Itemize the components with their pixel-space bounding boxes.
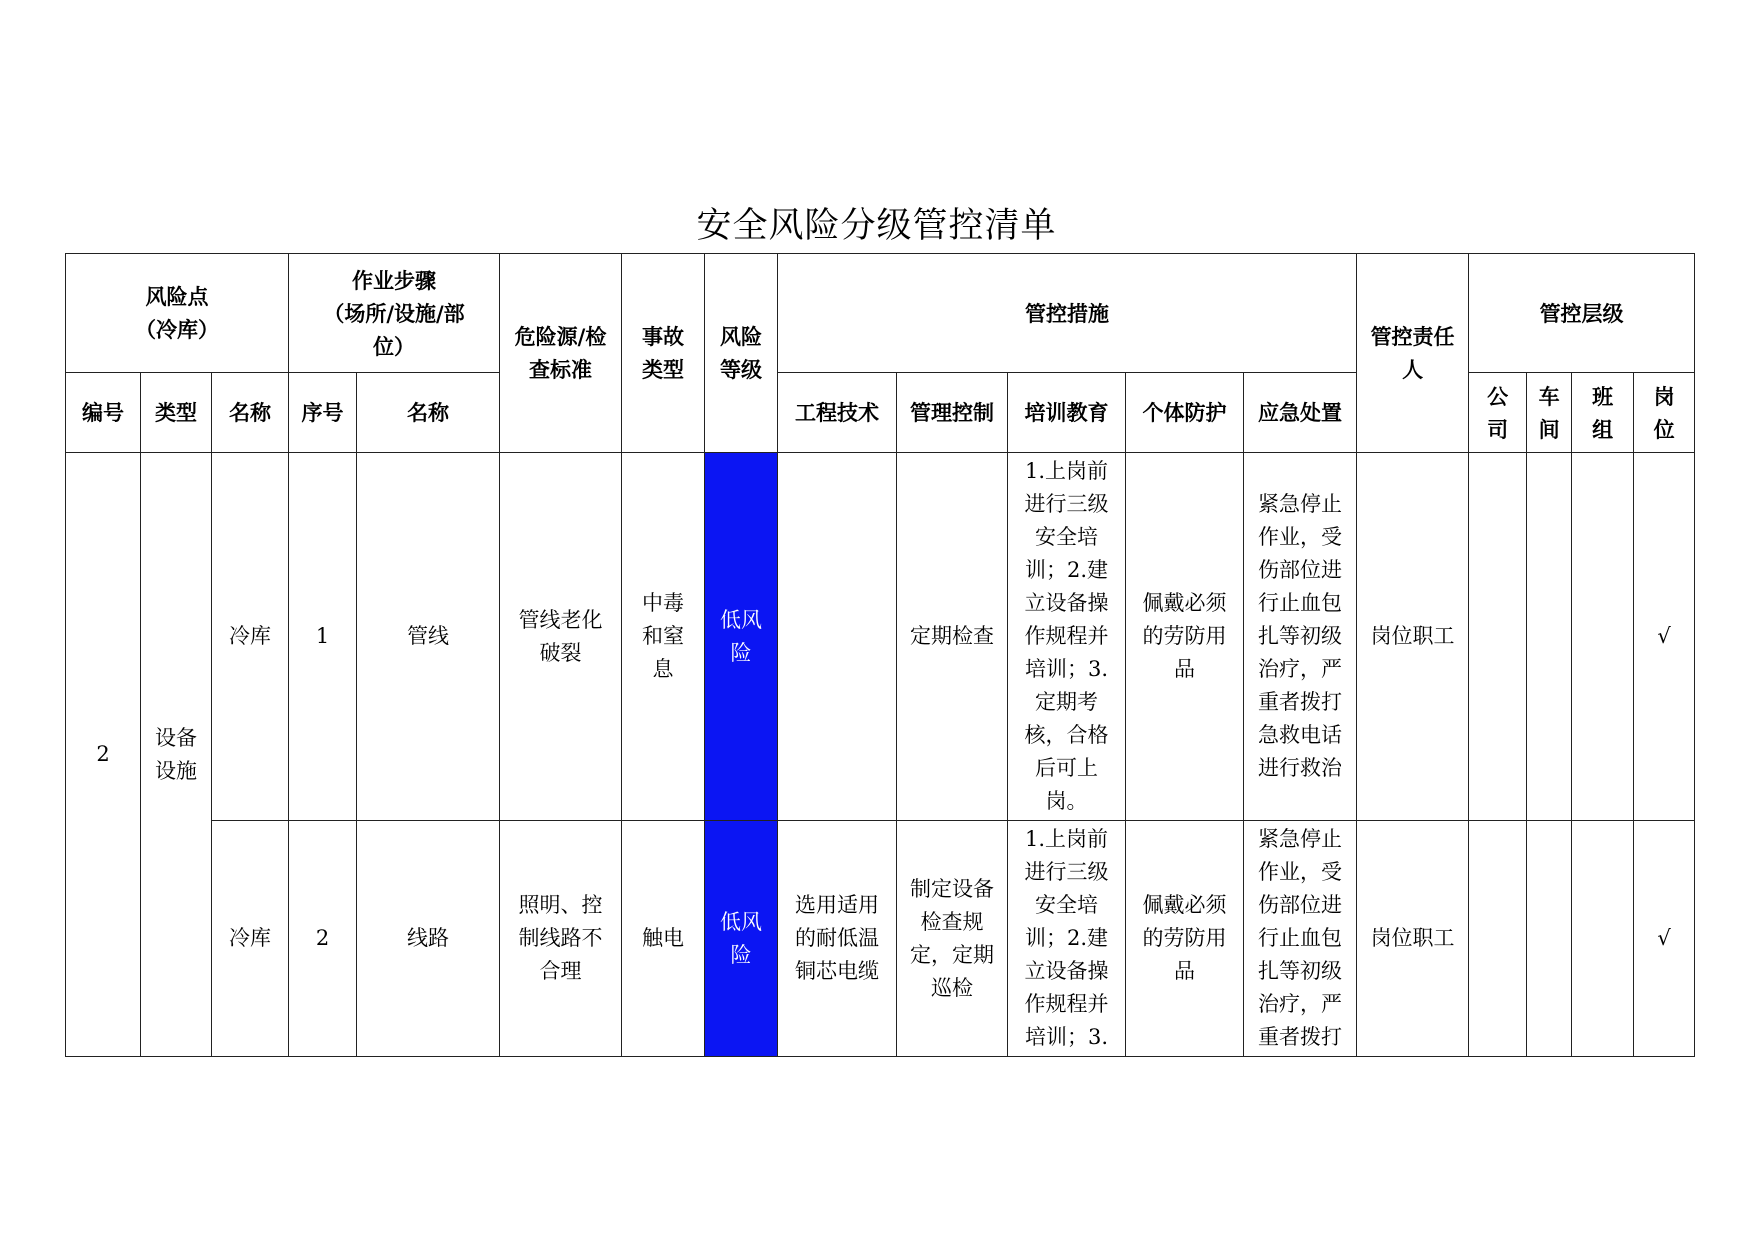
cell-team (1572, 453, 1634, 821)
header-risk-point: 风险点 （冷库） (66, 254, 289, 373)
header-row-1 (66, 254, 1695, 373)
cell-accident-type: 触电 (622, 821, 705, 1057)
cell-number: 2 (66, 453, 141, 1057)
cell-ppe: 佩戴必须 的劳防用 品 (1126, 821, 1244, 1057)
cell-accident-type: 中毒 和窒 息 (622, 453, 705, 821)
cell-management: 定期检查 (897, 453, 1008, 821)
cell-name: 冷库 (212, 453, 289, 821)
cell-step-name: 管线 (357, 453, 500, 821)
header-emergency: 应急处置 (1244, 373, 1357, 453)
header-number: 编号 (66, 373, 141, 453)
header-responsible: 管控责任 人 (1357, 254, 1469, 453)
header-hazard: 危险源/检 查标准 (500, 254, 622, 453)
header-name: 名称 (212, 373, 289, 453)
table-row (66, 821, 1695, 1057)
header-workshop: 车 间 (1527, 373, 1572, 453)
header-post: 岗 位 (1634, 373, 1695, 453)
header-risk-level: 风险 等级 (705, 254, 778, 453)
cell-post: √ (1634, 821, 1695, 1057)
cell-management: 制定设备 检查规 定，定期 巡检 (897, 821, 1008, 1057)
cell-risk-level: 低风 险 (705, 821, 778, 1057)
cell-risk-level: 低风 险 (705, 453, 778, 821)
header-seq: 序号 (289, 373, 357, 453)
header-step-name: 名称 (357, 373, 500, 453)
table-row (66, 453, 1695, 821)
cell-name: 冷库 (212, 821, 289, 1057)
cell-seq: 1 (289, 453, 357, 821)
header-ppe: 个体防护 (1126, 373, 1244, 453)
header-management: 管理控制 (897, 373, 1008, 453)
cell-training: 1.上岗前 进行三级 安全培 训；2.建 立设备操 作规程并 培训；3. (1008, 821, 1126, 1057)
header-work-steps: 作业步骤 （场所/设施/部 位） (289, 254, 500, 373)
cell-responsible: 岗位职工 (1357, 453, 1469, 821)
cell-engineering: 选用适用 的耐低温 铜芯电缆 (778, 821, 897, 1057)
cell-emergency: 紧急停止 作业，受 伤部位进 行止血包 扎等初级 治疗，严 重者拨打 (1244, 821, 1357, 1057)
cell-responsible: 岗位职工 (1357, 821, 1469, 1057)
cell-training: 1.上岗前 进行三级 安全培 训；2.建 立设备操 作规程并 培训；3. 定期考 核，合格 后可上 岗。 (1008, 453, 1126, 821)
header-engineering: 工程技术 (778, 373, 897, 453)
cell-workshop (1527, 821, 1572, 1057)
header-accident-type: 事故 类型 (622, 254, 705, 453)
cell-engineering (778, 453, 897, 821)
cell-company (1469, 453, 1527, 821)
header-team: 班 组 (1572, 373, 1634, 453)
header-control-levels: 管控层级 (1469, 254, 1695, 373)
page-title: 安全风险分级管控清单 (696, 206, 1057, 246)
cell-hazard: 照明、控 制线路不 合理 (500, 821, 622, 1057)
cell-step-name: 线路 (357, 821, 500, 1057)
cell-hazard: 管线老化 破裂 (500, 453, 622, 821)
header-company: 公 司 (1469, 373, 1527, 453)
cell-team (1572, 821, 1634, 1057)
cell-post: √ (1634, 453, 1695, 821)
cell-seq: 2 (289, 821, 357, 1057)
cell-workshop (1527, 453, 1572, 821)
cell-emergency: 紧急停止 作业，受 伤部位进 行止血包 扎等初级 治疗，严 重者拨打 急救电话 进行救治 (1244, 453, 1357, 821)
cell-company (1469, 821, 1527, 1057)
cell-ppe: 佩戴必须 的劳防用 品 (1126, 453, 1244, 821)
risk-control-table (65, 253, 1695, 1057)
cell-type: 设备 设施 (141, 453, 212, 1057)
header-control-measures: 管控措施 (778, 254, 1357, 373)
header-type: 类型 (141, 373, 212, 453)
header-training: 培训教育 (1008, 373, 1126, 453)
